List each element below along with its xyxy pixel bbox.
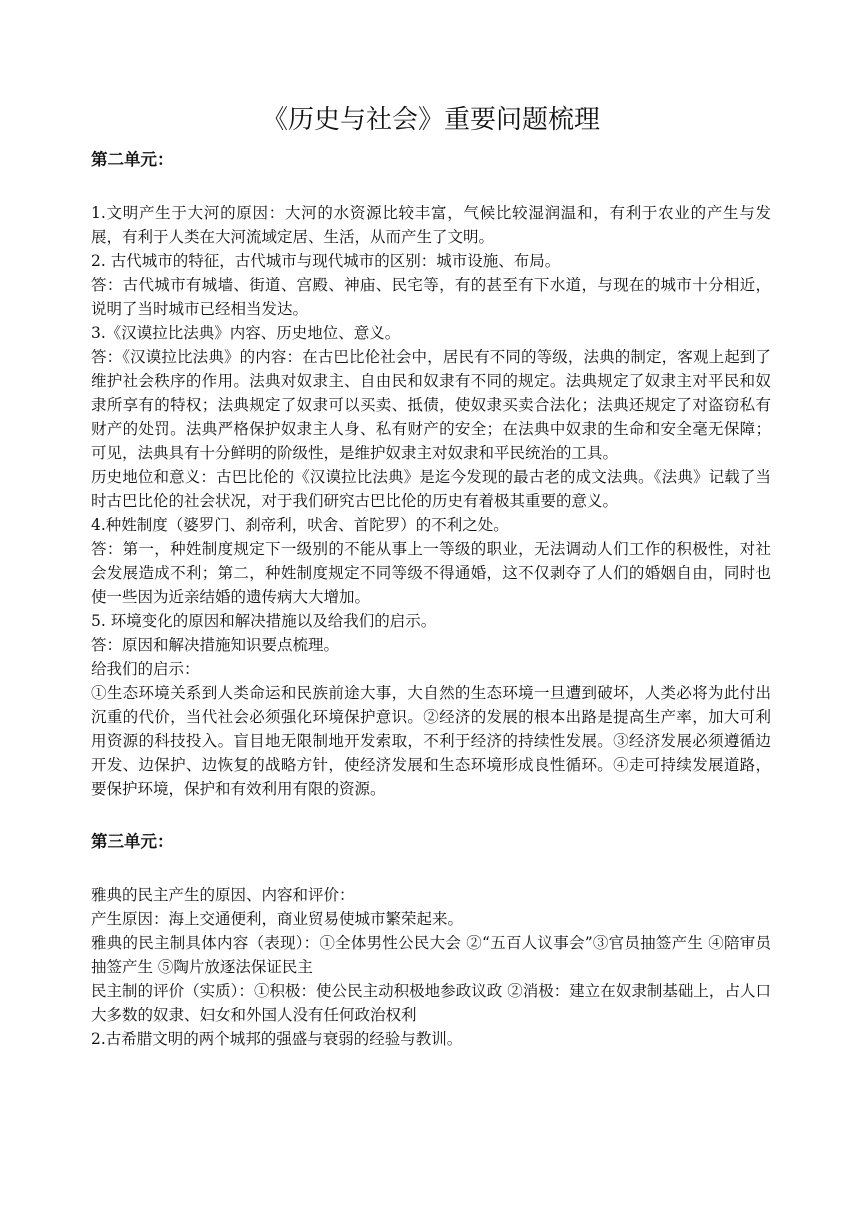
spacer bbox=[91, 174, 771, 201]
paragraph: 1.文明产生于大河的原因：大河的水资源比较丰富，气候比较湿润温和，有利于农业的产生与发展，有利于人类在大河流域定居、生活，从而产生了文明。 bbox=[91, 204, 771, 246]
paragraph: 雅典的民主制具体内容（表现）：①全体男性公民大会 ②“五百人议事会”③官员抽签产生 ④陪审员抽签产生 ⑤陶片放逐法保证民主 bbox=[91, 934, 771, 976]
paragraph: 5. 环境变化的原因和解决措施以及给我们的启示。 bbox=[91, 612, 437, 630]
unit-2-section bbox=[91, 146, 771, 801]
unit-3-heading: 第三单元： bbox=[91, 832, 174, 851]
paragraph: 历史地位和意义：古巴比伦的《汉谟拉比法典》是迄今发现的最古老的成文法典。《法典》记载了当时古巴比伦的社会状况，对于我们研究古巴比伦的历史有着极其重要的意义。 bbox=[91, 468, 771, 510]
document-title: 《历史与社会》重要问题梳理 bbox=[261, 105, 600, 135]
paragraph: 雅典的民主产生的原因、内容和评价： bbox=[91, 886, 355, 904]
paragraph: 3.《汉谟拉比法典》内容、历史地位、意义。 bbox=[91, 324, 401, 342]
paragraph: 答：《汉谟拉比法典》的内容：在古巴比伦社会中，居民有不同的等级，法典的制定，客观上起到了维护社会秩序的作用。法典对奴隶主、自由民和奴隶有不同的规定。法典规定了奴隶主对平民和奴隶所享有的特权；法典规定了奴隶可以买卖、抵债，使奴隶买卖合法化；法典还规定了对盗窃私有财产的处罚。法典严格保护奴隶主人身、私有财产的安全；在法典中奴隶的生命和安全毫无保障；可见，法典具有十分鲜明的阶级性，是维护奴隶主对奴隶和平民统治的工具。 bbox=[91, 348, 771, 462]
paragraph: 答：第一，种姓制度规定下一级别的不能从事上一等级的职业，无法调动人们工作的积极性，对社会发展造成不利；第二，种姓制度规定不同等级不得通婚，这不仅剥夺了人们的婚姻自由，同时也使一些因为近亲结婚的遗传病大大增加。 bbox=[91, 540, 771, 606]
paragraph: 4.种姓制度（婆罗门、刹帝利，吠舍、首陀罗）的不利之处。 bbox=[91, 516, 509, 534]
paragraph: 答：古代城市有城墙、街道、宫殿、神庙、民宅等，有的甚至有下水道，与现在的城市十分相近，说明了当时城市已经相当发达。 bbox=[91, 276, 771, 318]
unit-2-heading: 第二单元： bbox=[91, 150, 174, 169]
paragraph: 2. 古代城市的特征，古代城市与现代城市的区别：城市设施、布局。 bbox=[91, 252, 561, 270]
paragraph: 产生原因：海上交通便利，商业贸易使城市繁荣起来。 bbox=[91, 910, 464, 928]
unit-3-section bbox=[91, 828, 771, 1051]
spacer bbox=[91, 801, 771, 828]
paragraph: ①生态环境关系到人类命运和民族前途大事，大自然的生态环境一旦遭到破坏，人类必将为此付出沉重的代价，当代社会必须强化环境保护意识。②经济的发展的根本出路是提高生产率，加大可利用资源的科技投入。盲目地无限制地开发索取，不利于经济的持续性发展。③经济发展必须遵循边开发、边保护、边恢复的战略方针，使经济发展和生态环境形成良性循环。④走可持续发展道路，要保护环境，保护和有效利用有限的资源。 bbox=[91, 684, 771, 798]
paragraph: 给我们的启示： bbox=[91, 660, 200, 678]
paragraph: 答：原因和解决措施知识要点梳理。 bbox=[91, 636, 340, 654]
document-page bbox=[91, 100, 771, 1051]
paragraph: 民主制的评价（实质）：①积极：使公民主动积极地参政议政 ②消极：建立在奴隶制基础上，占人口大多数的奴隶、妇女和外国人没有任何政治权利 bbox=[91, 982, 771, 1024]
spacer bbox=[91, 856, 771, 883]
paragraph: 2.古希腊文明的两个城邦的强盛与衰弱的经验与教训。 bbox=[91, 1030, 463, 1048]
